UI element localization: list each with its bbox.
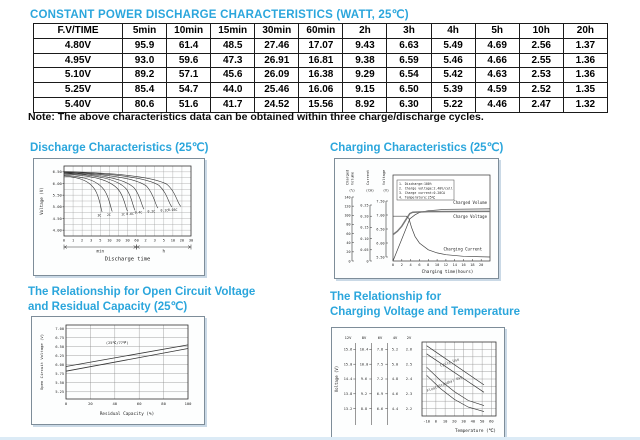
- svg-text:40: 40: [346, 241, 351, 246]
- table-cell: 6.50: [387, 83, 431, 98]
- svg-text:0.05C: 0.05C: [167, 207, 178, 212]
- svg-text:1C: 1C: [121, 212, 125, 217]
- table-cell: 93.0: [123, 53, 167, 68]
- table-time-header: 5h: [475, 24, 519, 39]
- svg-text:7.50: 7.50: [376, 199, 385, 204]
- table-cell: 5.46: [431, 53, 475, 68]
- table-cell: 26.91: [255, 53, 299, 68]
- svg-text:Cycle Use: Cycle Use: [439, 357, 460, 368]
- svg-text:7.00: 7.00: [55, 326, 64, 331]
- table-cell: 2.55: [519, 53, 563, 68]
- svg-text:5.25: 5.25: [55, 390, 64, 395]
- svg-text:2C: 2C: [106, 213, 111, 217]
- svg-text:8: 8: [427, 263, 430, 267]
- svg-text:5.2: 5.2: [391, 347, 399, 352]
- svg-text:12V: 12V: [344, 335, 352, 340]
- charging-chart-svg: [335, 159, 498, 278]
- svg-text:5: 5: [162, 238, 165, 243]
- table-cell: 45.6: [211, 68, 255, 83]
- svg-text:2V: 2V: [406, 335, 412, 340]
- svg-text:60: 60: [346, 231, 351, 236]
- svg-text:40: 40: [112, 401, 118, 406]
- table-cell: 5.42: [431, 68, 475, 83]
- svg-text:Voltage (V): Voltage (V): [334, 365, 339, 393]
- svg-text:12: 12: [443, 263, 449, 267]
- table-cell: 6.59: [387, 53, 431, 68]
- svg-text:0.10: 0.10: [360, 236, 369, 241]
- table-time-header: 5min: [123, 24, 167, 39]
- table-cell: 5.22: [431, 97, 475, 112]
- svg-text:4V: 4V: [392, 335, 398, 340]
- svg-text:0.20: 0.20: [360, 214, 369, 219]
- svg-text:(V): (V): [382, 188, 390, 193]
- table-time-header: 10min: [167, 24, 211, 39]
- svg-text:60: 60: [136, 401, 142, 406]
- svg-text:6.9: 6.9: [376, 392, 384, 396]
- svg-text:7.00: 7.00: [376, 213, 385, 218]
- svg-text:3: 3: [90, 238, 93, 243]
- table-cell: 5.49: [431, 38, 475, 53]
- svg-text:80: 80: [346, 222, 351, 227]
- discharge-chart-title: Discharge Characteristics (25℃): [30, 142, 209, 154]
- svg-text:2. Charge voltage:2.40V/cell: 2. Charge voltage:2.40V/cell: [399, 186, 453, 191]
- ocv-chart-svg: [32, 317, 204, 424]
- table-cell: 48.5: [211, 38, 255, 53]
- table-cell: 54.7: [167, 83, 211, 98]
- svg-text:10.0: 10.0: [359, 362, 369, 367]
- table-row: [34, 38, 608, 53]
- table-cell: 4.59: [475, 83, 519, 98]
- svg-text:3: 3: [153, 238, 156, 243]
- table-row: [34, 83, 608, 98]
- svg-text:100: 100: [184, 401, 192, 406]
- svg-text:Charging Current: Charging Current: [443, 246, 482, 252]
- table-time-header: 4h: [431, 24, 475, 39]
- table-cell: 4.69: [475, 38, 519, 53]
- svg-text:Float(Standby) Use: Float(Standby) Use: [426, 375, 463, 394]
- ocv-chart-title-line1: The Relationship for Open Circuit Voltage: [28, 286, 256, 298]
- svg-text:4.8: 4.8: [391, 377, 399, 382]
- svg-text:6.50: 6.50: [376, 227, 385, 232]
- svg-text:30: 30: [125, 238, 130, 243]
- svg-text:(25℃/77℉): (25℃/77℉): [105, 340, 129, 345]
- svg-text:7.8: 7.8: [376, 347, 384, 352]
- svg-text:120: 120: [344, 204, 351, 209]
- svg-text:0.4C: 0.4C: [134, 210, 143, 215]
- temp-chart-panel: [331, 327, 505, 438]
- row-voltage-label: 4.80V: [34, 38, 123, 53]
- discharge-chart-panel: [33, 158, 205, 276]
- discharge-chart-svg: [34, 159, 204, 275]
- svg-text:Residual Capacity (%): Residual Capacity (%): [99, 412, 155, 417]
- table-cell: 9.38: [343, 53, 387, 68]
- constant-power-table: [33, 23, 608, 113]
- svg-text:5: 5: [99, 238, 102, 243]
- svg-text:10: 10: [434, 263, 440, 267]
- svg-text:40: 40: [470, 419, 476, 424]
- row-voltage-label: 5.25V: [34, 83, 123, 98]
- table-cell: 5.39: [431, 83, 475, 98]
- row-voltage-label: 4.95V: [34, 53, 123, 68]
- svg-text:6.6: 6.6: [376, 406, 384, 411]
- svg-text:4. Temperature:25℃: 4. Temperature:25℃: [399, 195, 436, 200]
- table-time-header: 20h: [563, 24, 607, 39]
- table-cell: 44.0: [211, 83, 255, 98]
- svg-text:14.4: 14.4: [343, 377, 353, 382]
- svg-text:9.2: 9.2: [360, 392, 368, 396]
- table-time-header: 15min: [211, 24, 255, 39]
- table-cell: 95.9: [123, 38, 167, 53]
- temp-chart-title-line2: Charging Voltage and Temperature: [330, 306, 520, 318]
- svg-text:3C: 3C: [97, 213, 102, 218]
- svg-text:4: 4: [409, 263, 412, 267]
- svg-text:20: 20: [116, 238, 121, 243]
- table-cell: 2.52: [519, 83, 563, 98]
- svg-text:5.00: 5.00: [52, 204, 62, 210]
- svg-text:10: 10: [170, 238, 176, 243]
- table-cell: 51.6: [167, 97, 211, 112]
- table-cell: 1.35: [563, 83, 607, 98]
- table-time-header: 60min: [299, 24, 343, 39]
- table-cell: 2.47: [519, 97, 563, 112]
- table-time-header: 2h: [343, 24, 387, 39]
- svg-text:10: 10: [107, 238, 112, 243]
- table-row: [34, 68, 608, 83]
- table-header-row: [34, 24, 608, 39]
- page-title: CONSTANT POWER DISCHARGE CHARACTERISTICS (WATT, 25℃): [30, 9, 409, 21]
- svg-text:30: 30: [461, 419, 466, 424]
- ocv-chart-panel: [31, 316, 205, 425]
- table-cell: 16.06: [299, 83, 343, 98]
- table-time-header: 10h: [519, 24, 563, 39]
- table-cell: 4.63: [475, 68, 519, 83]
- row-voltage-label: 5.10V: [34, 68, 123, 83]
- svg-text:Charged: Charged: [345, 169, 350, 185]
- svg-text:2.6: 2.6: [405, 347, 413, 352]
- svg-text:Charging time(hours): Charging time(hours): [421, 270, 474, 275]
- svg-text:6.00: 6.00: [52, 180, 62, 186]
- svg-text:4.50: 4.50: [52, 215, 62, 221]
- svg-text:9.6: 9.6: [360, 377, 368, 382]
- svg-text:Temperature (℃): Temperature (℃): [454, 429, 496, 434]
- table-cell: 80.6: [123, 97, 167, 112]
- table-cell: 27.46: [255, 38, 299, 53]
- temp-chart-title-line1: The Relationship for: [330, 291, 442, 303]
- svg-text:4.00: 4.00: [52, 227, 62, 233]
- table-cell: 89.2: [123, 68, 167, 83]
- svg-text:4.6: 4.6: [391, 392, 399, 396]
- svg-text:50: 50: [479, 419, 485, 424]
- table-corner-header: F.V/TIME: [34, 24, 123, 39]
- svg-text:2.5: 2.5: [405, 362, 413, 367]
- svg-text:6V: 6V: [377, 335, 383, 340]
- svg-text:30: 30: [188, 238, 194, 243]
- svg-text:80: 80: [161, 401, 166, 406]
- svg-text:Open Circuit Voltage (V): Open Circuit Voltage (V): [39, 333, 44, 391]
- svg-text:13.8: 13.8: [343, 392, 353, 396]
- table-cell: 6.54: [387, 68, 431, 83]
- table-cell: 8.92: [343, 97, 387, 112]
- svg-text:6.00: 6.00: [376, 241, 385, 246]
- svg-text:8V: 8V: [361, 335, 367, 340]
- charging-chart-title: Charging Characteristics (25℃): [330, 142, 504, 154]
- svg-text:5.0: 5.0: [391, 362, 399, 367]
- table-cell: 2.56: [519, 38, 563, 53]
- svg-text:0.05: 0.05: [360, 248, 369, 253]
- svg-text:20: 20: [179, 238, 185, 243]
- svg-text:0.2C: 0.2C: [147, 209, 156, 214]
- svg-text:13.2: 13.2: [343, 406, 353, 411]
- svg-text:1. Discharge:100%: 1. Discharge:100%: [399, 181, 432, 186]
- table-cell: 16.81: [299, 53, 343, 68]
- svg-text:-10: -10: [423, 419, 430, 424]
- svg-text:5.75: 5.75: [55, 372, 64, 377]
- svg-text:60: 60: [134, 238, 139, 243]
- ocv-chart-title: [28, 285, 255, 315]
- table-cell: 6.30: [387, 97, 431, 112]
- svg-text:min: min: [96, 248, 105, 254]
- svg-text:0: 0: [62, 238, 66, 243]
- table-cell: 59.6: [167, 53, 211, 68]
- svg-text:5.50: 5.50: [52, 192, 62, 198]
- svg-text:2.3: 2.3: [405, 392, 413, 396]
- svg-text:Voltage (V): Voltage (V): [39, 187, 44, 215]
- table-row: [34, 53, 608, 68]
- svg-text:3. Charge current:0.20CA: 3. Charge current:0.20CA: [399, 191, 446, 195]
- svg-text:0.15: 0.15: [360, 225, 369, 230]
- svg-text:0.25: 0.25: [360, 203, 369, 208]
- table-cell: 85.4: [123, 83, 167, 98]
- svg-text:Current: Current: [366, 169, 370, 185]
- svg-text:Discharge time: Discharge time: [104, 256, 151, 263]
- table-cell: 1.37: [563, 38, 607, 53]
- svg-text:15.0: 15.0: [343, 362, 353, 367]
- svg-text:140: 140: [344, 195, 351, 200]
- table-cell: 24.52: [255, 97, 299, 112]
- svg-text:20: 20: [452, 419, 457, 424]
- svg-text:20: 20: [88, 401, 93, 406]
- svg-text:2.4: 2.4: [405, 377, 413, 382]
- table-cell: 1.36: [563, 53, 607, 68]
- svg-text:2.2: 2.2: [405, 406, 413, 411]
- svg-text:7.2: 7.2: [376, 377, 384, 382]
- svg-text:h: h: [162, 248, 166, 254]
- svg-text:2: 2: [81, 238, 84, 243]
- table-cell: 47.3: [211, 53, 255, 68]
- svg-text:10: 10: [442, 419, 448, 424]
- table-cell: 16.38: [299, 68, 343, 83]
- note-text: Note: The above characteristics data can be obtained within three charge/discharge cycles.: [28, 111, 484, 123]
- svg-text:6.25: 6.25: [55, 353, 64, 358]
- table-cell: 1.36: [563, 68, 607, 83]
- svg-text:7.5: 7.5: [376, 362, 384, 367]
- svg-text:Charge Voltage: Charge Voltage: [453, 214, 487, 219]
- svg-text:(%): (%): [348, 188, 356, 193]
- table-cell: 57.1: [167, 68, 211, 83]
- svg-text:5.50: 5.50: [376, 255, 385, 260]
- table-cell: 9.43: [343, 38, 387, 53]
- table-cell: 25.46: [255, 83, 299, 98]
- svg-text:6.00: 6.00: [55, 363, 64, 368]
- table-cell: 41.7: [211, 97, 255, 112]
- table-cell: 1.32: [563, 97, 607, 112]
- svg-text:0.1C: 0.1C: [160, 208, 169, 213]
- temp-chart-title: [330, 290, 520, 320]
- svg-text:6.50: 6.50: [55, 344, 64, 349]
- svg-text:6.50: 6.50: [52, 169, 62, 175]
- svg-text:Volume: Volume: [350, 172, 355, 185]
- svg-text:0.6C: 0.6C: [126, 211, 134, 216]
- svg-text:100: 100: [344, 213, 351, 218]
- table-cell: 61.4: [167, 38, 211, 53]
- table-cell: 6.63: [387, 38, 431, 53]
- svg-text:6: 6: [418, 263, 421, 267]
- table-cell: 4.46: [475, 97, 519, 112]
- svg-text:0: 0: [434, 419, 437, 424]
- charging-chart-panel: [334, 158, 499, 279]
- svg-text:Voltage: Voltage: [382, 169, 386, 185]
- svg-text:1: 1: [71, 238, 75, 243]
- table-cell: 17.07: [299, 38, 343, 53]
- temp-chart-svg: [332, 328, 504, 437]
- svg-text:0: 0: [391, 263, 395, 267]
- svg-text:14: 14: [452, 263, 457, 267]
- row-voltage-label: 5.40V: [34, 97, 123, 112]
- table-cell: 9.29: [343, 68, 387, 83]
- svg-text:20: 20: [479, 263, 484, 267]
- table-cell: 26.09: [255, 68, 299, 83]
- table-cell: 15.56: [299, 97, 343, 112]
- svg-text:6.75: 6.75: [55, 335, 64, 340]
- svg-text:0: 0: [348, 259, 351, 264]
- svg-text:8.8: 8.8: [360, 406, 368, 411]
- svg-text:2: 2: [400, 263, 403, 267]
- svg-text:15.6: 15.6: [343, 347, 353, 352]
- table-time-header: 30min: [255, 24, 299, 39]
- table-cell: 9.15: [343, 83, 387, 98]
- svg-text:2: 2: [144, 238, 147, 243]
- svg-text:10.4: 10.4: [359, 347, 369, 352]
- svg-text:(CA): (CA): [365, 188, 375, 193]
- table-cell: 4.66: [475, 53, 519, 68]
- svg-text:Charged Volume: Charged Volume: [453, 200, 487, 205]
- svg-text:0: 0: [64, 401, 68, 406]
- svg-text:60: 60: [489, 419, 494, 424]
- svg-text:16: 16: [461, 263, 466, 267]
- table-time-header: 3h: [387, 24, 431, 39]
- svg-text:4.4: 4.4: [391, 406, 399, 411]
- ocv-chart-title-line2: and Residual Capacity (25℃): [28, 301, 188, 313]
- svg-text:5.50: 5.50: [55, 381, 64, 386]
- svg-text:18: 18: [470, 263, 475, 267]
- svg-text:0: 0: [366, 259, 369, 264]
- table-cell: 2.53: [519, 68, 563, 83]
- svg-text:20: 20: [346, 250, 351, 255]
